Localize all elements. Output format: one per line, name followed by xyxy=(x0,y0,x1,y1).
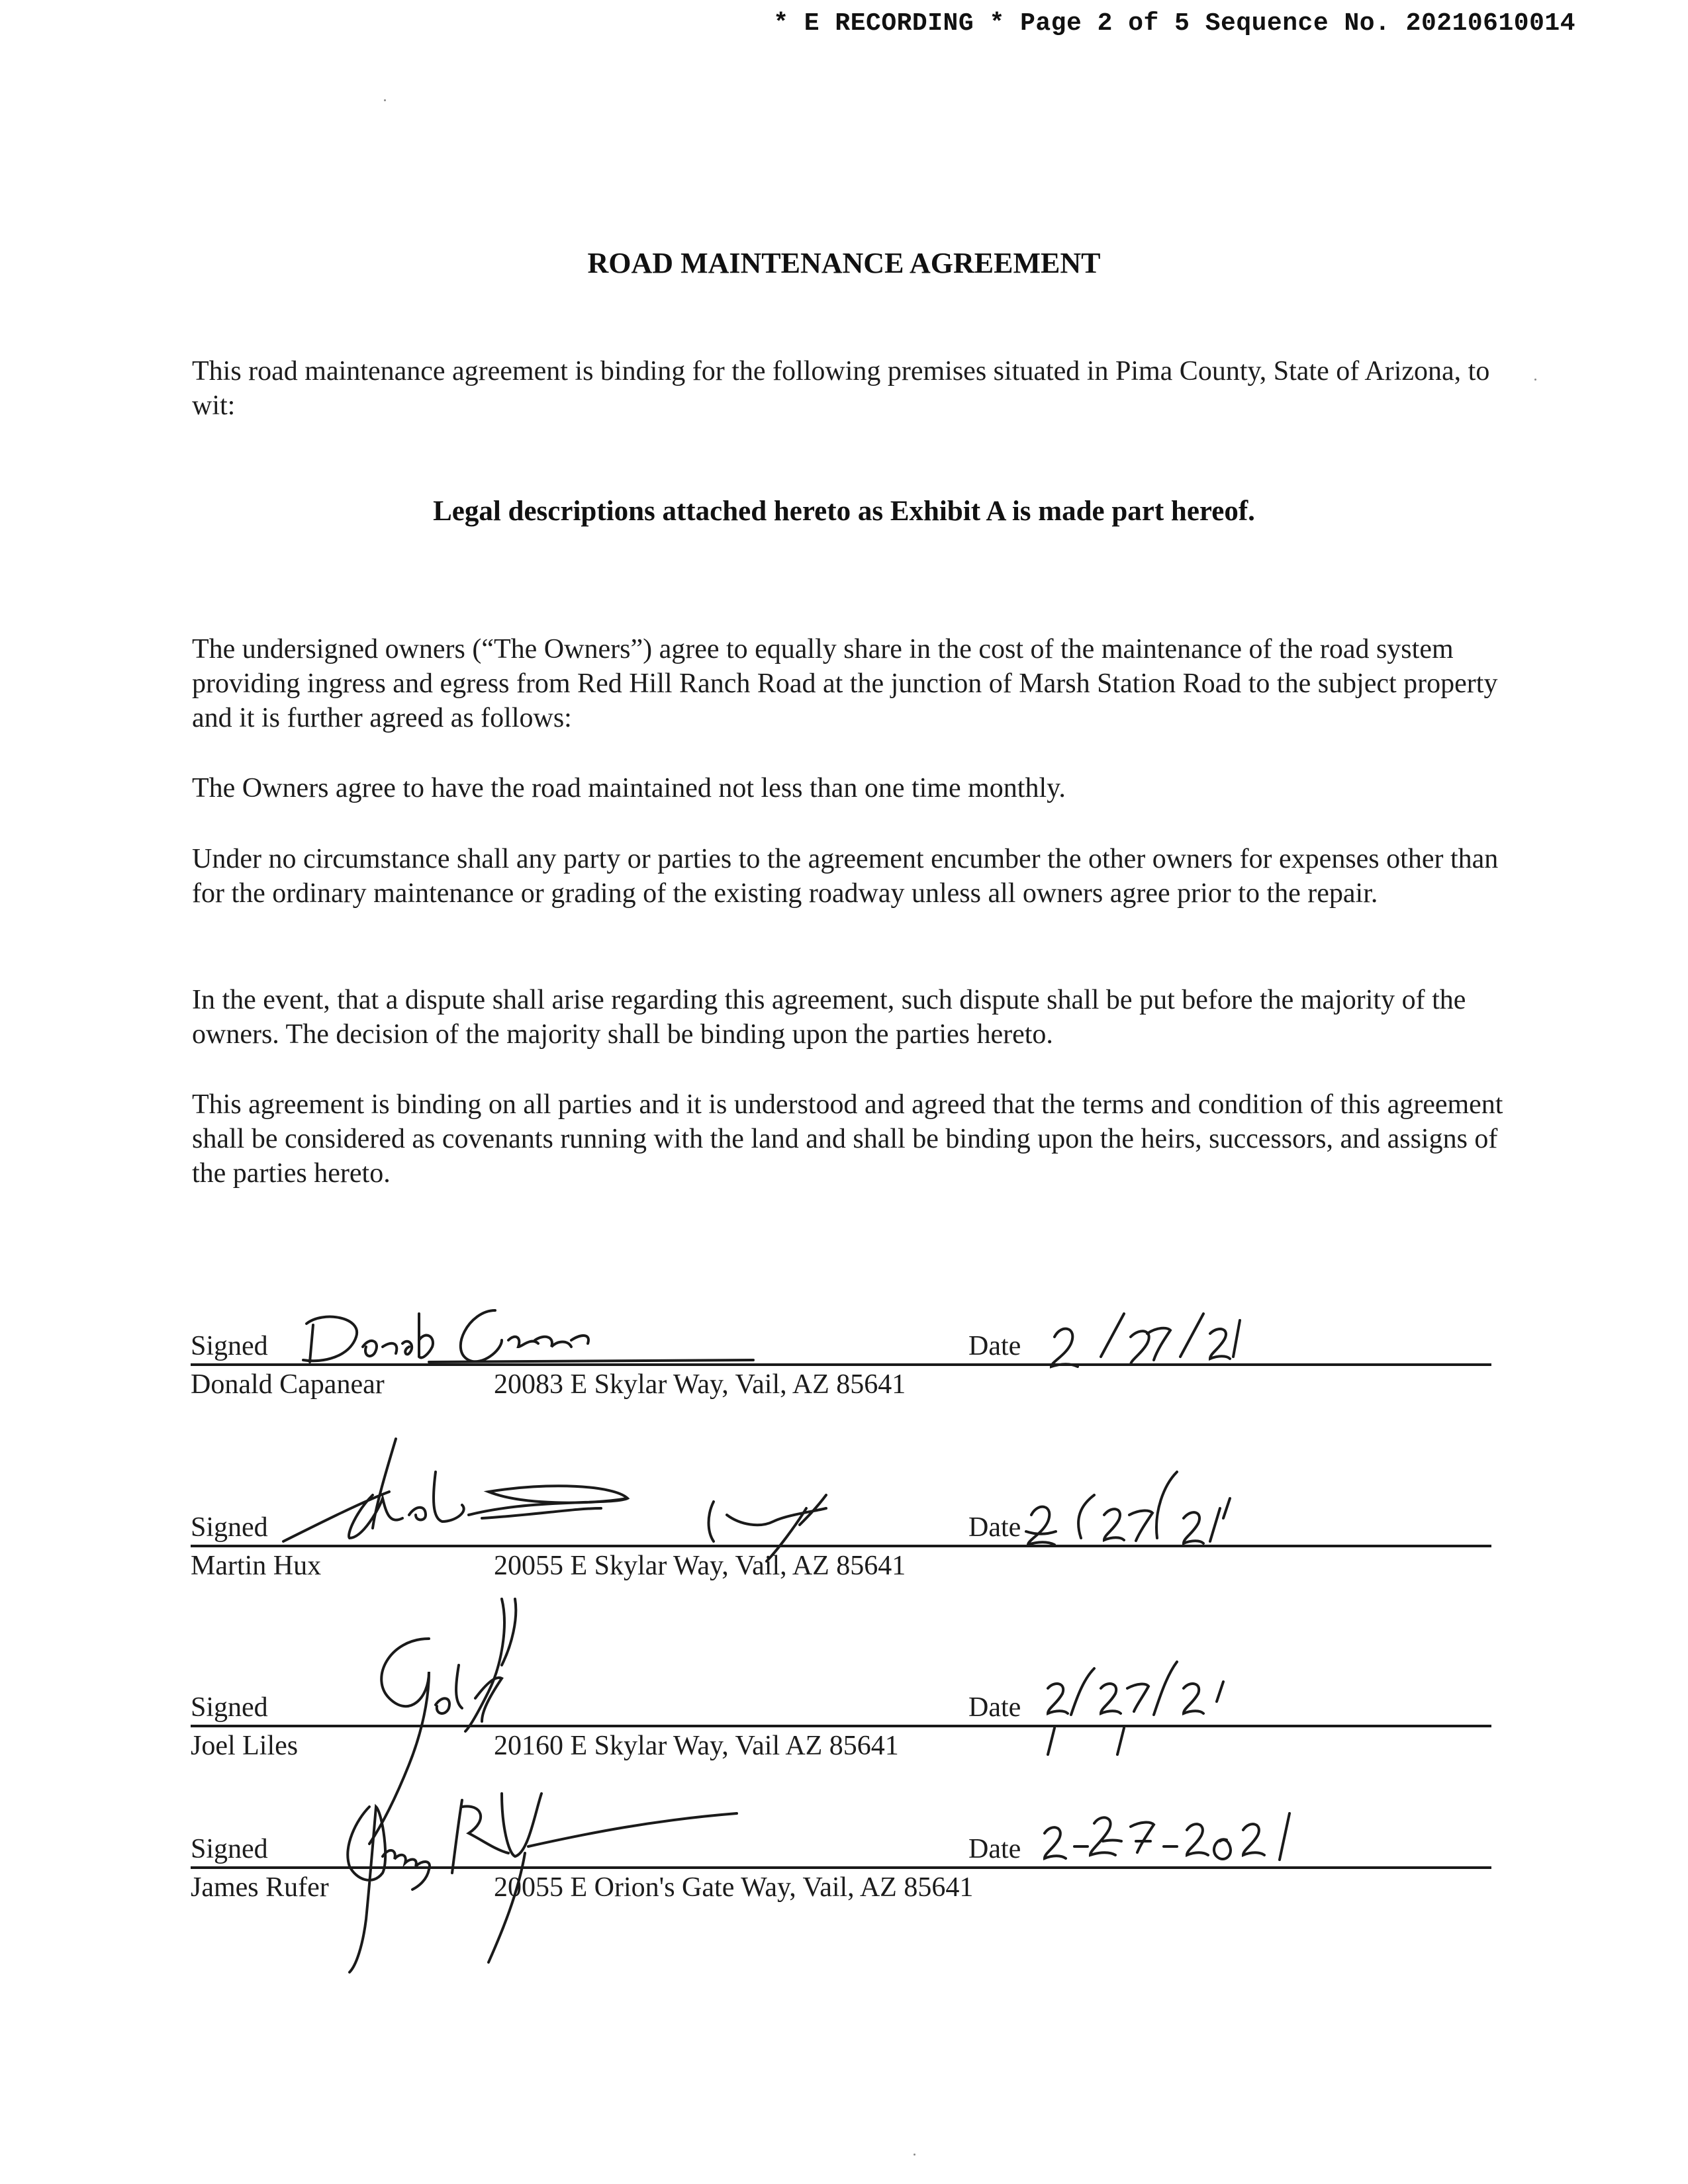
paragraph-dispute: In the event, that a dispute shall arise regarding this agreement, such dispute shall be put before the majority of the owners. The decision of the majority shall be binding upon the parties hereto. xyxy=(192,985,1466,1050)
signer-address: 20055 E Orion's Gate Way, Vail, AZ 85641 xyxy=(494,1872,974,1903)
scan-speck xyxy=(384,99,386,101)
signer-address: 20055 E Skylar Way, Vail, AZ 85641 xyxy=(494,1551,906,1581)
signer-name: James Rufer xyxy=(191,1872,329,1903)
signer-name: Martin Hux xyxy=(191,1551,322,1581)
signature-line xyxy=(191,1363,1491,1366)
signed-label: Signed xyxy=(191,1512,268,1543)
signature-line xyxy=(191,1725,1491,1727)
paragraph-maintenance-frequency: The Owners agree to have the road maintained not less than one time monthly. xyxy=(192,773,1066,803)
date-label: Date xyxy=(968,1512,1021,1543)
scan-speck xyxy=(914,2154,915,2156)
signer-name: Joel Liles xyxy=(191,1731,299,1761)
date-label: Date xyxy=(968,1834,1021,1864)
signature-block-hux xyxy=(191,1512,1491,1604)
exhibit-note: Legal descriptions attached hereto as Exhibit A is made part hereof. xyxy=(433,496,1255,527)
signer-name: Donald Capanear xyxy=(191,1369,385,1400)
document-title: ROAD MAINTENANCE AGREEMENT xyxy=(587,247,1101,279)
date-label: Date xyxy=(968,1331,1021,1361)
signature-block-capanear xyxy=(191,1330,1491,1423)
scan-speck xyxy=(1534,379,1536,381)
signer-address: 20083 E Skylar Way, Vail, AZ 85641 xyxy=(494,1369,906,1400)
signed-label: Signed xyxy=(191,1331,268,1361)
paragraph-binding: This agreement is binding on all parties and it is understood and agreed that the terms and condition of this agreement shall be considered as covenants running with the land and shall be binding upon the heirs, successors, and assigns of the parties hereto. xyxy=(192,1089,1503,1189)
signer-address: 20160 E Skylar Way, Vail AZ 85641 xyxy=(494,1731,899,1761)
signature-block-rufer xyxy=(191,1833,1491,1926)
paragraph-owners-share: The undersigned owners (“The Owners”) agree to equally share in the cost of the maintenance of the road system providing ingress and egress from Red Hill Ranch Road at the junction of Marsh Station Road to the subject property and it is further agreed as follows: xyxy=(192,634,1498,733)
recording-header: * E RECORDING * Page 2 of 5 Sequence No. 20210610014 xyxy=(773,9,1575,38)
signed-label: Signed xyxy=(191,1692,268,1723)
signed-label: Signed xyxy=(191,1834,268,1864)
signature-line xyxy=(191,1866,1491,1869)
signature-line xyxy=(191,1545,1491,1547)
signature-block-liles xyxy=(191,1692,1491,1784)
intro-paragraph: This road maintenance agreement is binding for the following premises situated in Pima County, State of Arizona, to wit: xyxy=(192,356,1490,421)
date-label: Date xyxy=(968,1692,1021,1723)
paragraph-expenses: Under no circumstance shall any party or parties to the agreement encumber the other owners for expenses other than for the ordinary maintenance or grading of the existing roadway unless all owners agree prior to the repair. xyxy=(192,844,1499,909)
